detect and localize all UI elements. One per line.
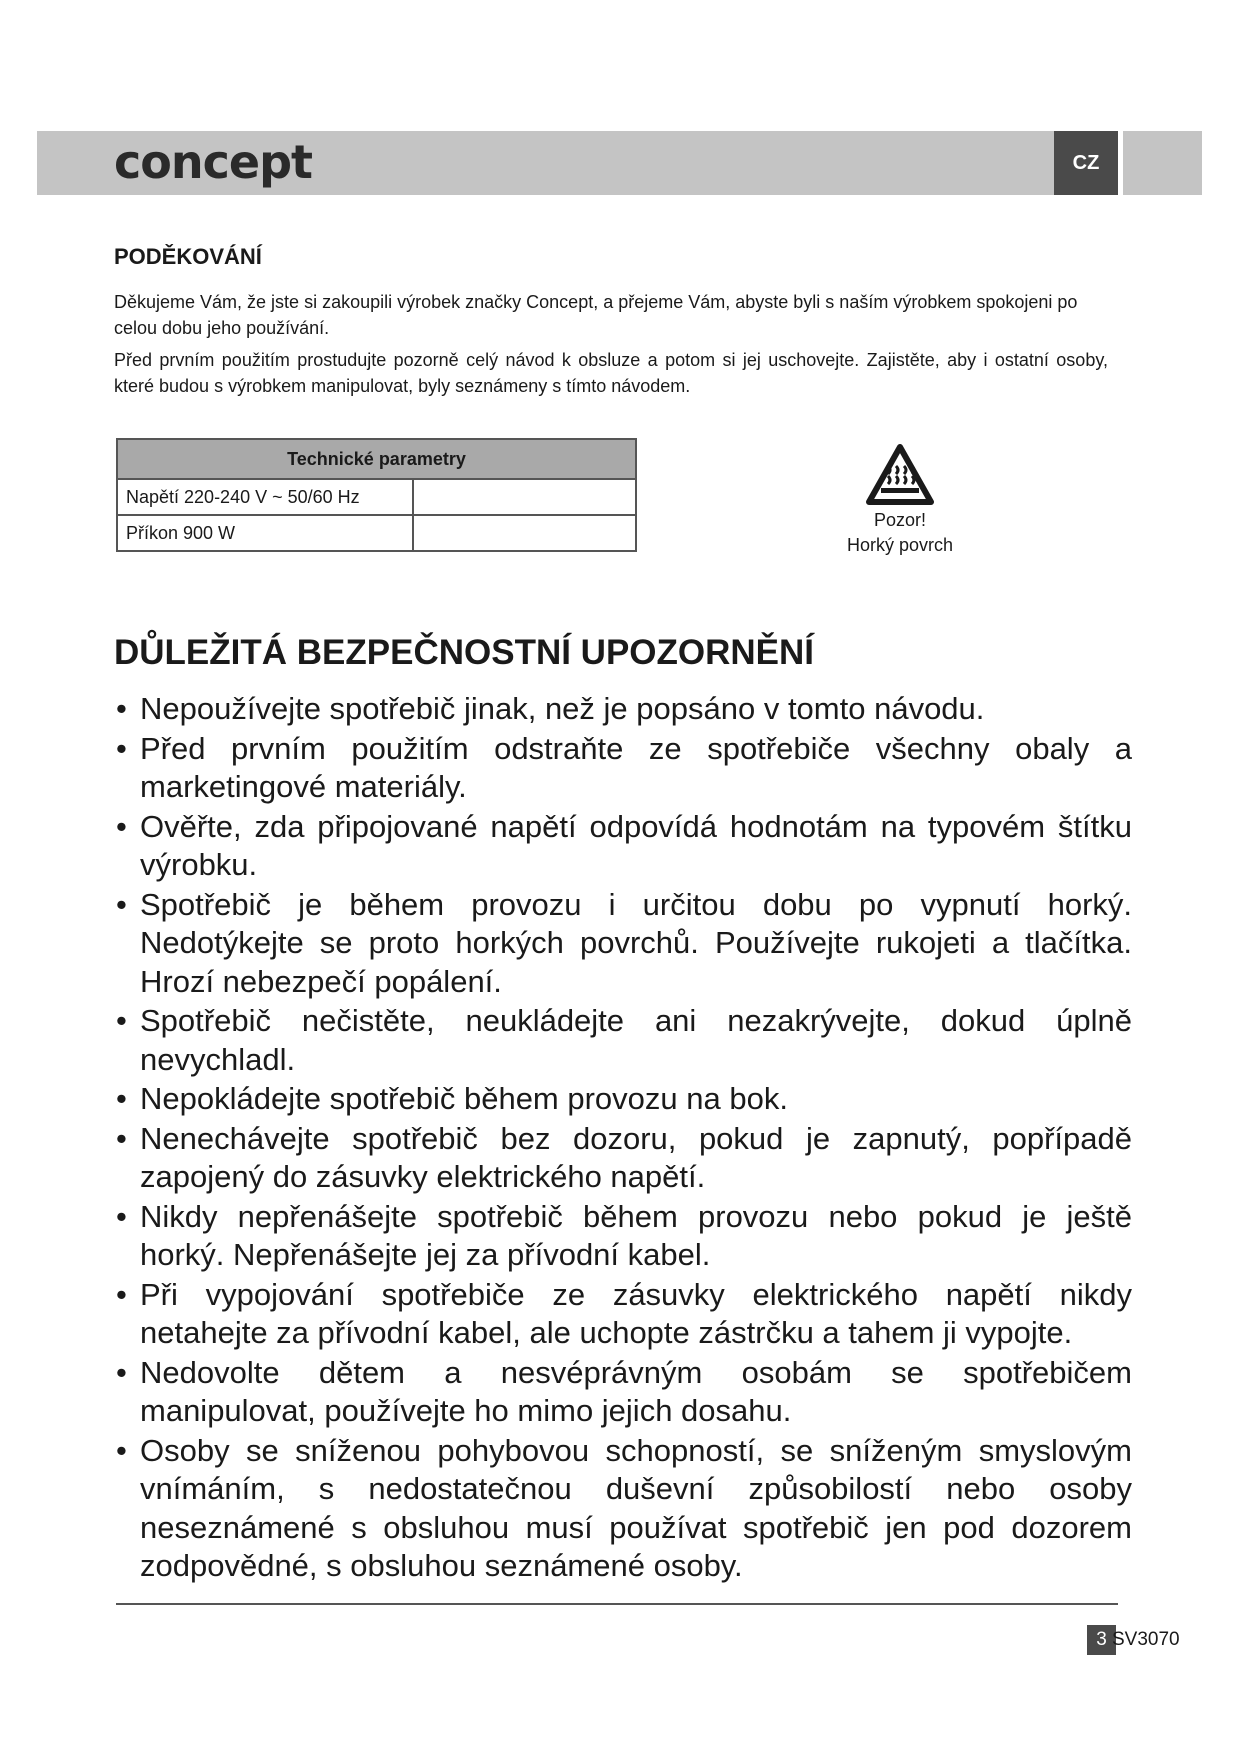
header-divider (1118, 131, 1123, 195)
tech-param-voltage: Napětí 220-240 V ~ 50/60 Hz (117, 479, 413, 515)
list-item: • Nepokládejte spotřebič během provozu na bok. (114, 1080, 1132, 1119)
tech-param-empty-cell (413, 479, 636, 515)
list-item: • Spotřebič nečistěte, neukládejte ani nezakrývejte, dokud úplně nevychladl. (114, 1002, 1132, 1079)
list-item: • Nedovolte dětem a nesvéprávným osobám se spotřebičem manipulovat, používejte ho mimo jejich dosahu. (114, 1354, 1132, 1431)
list-item: • Ověřte, zda připojované napětí odpovídá hodnotám na typovém štítku výrobku. (114, 808, 1132, 885)
table-row (117, 479, 636, 515)
list-item: • Nenechávejte spotřebič bez dozoru, pokud je zapnutý, popřípadě zapojený do zásuvky elektrického napětí. (114, 1120, 1132, 1197)
table-row (117, 515, 636, 551)
list-item: • Spotřebič je během provozu i určitou dobu po vypnutí horký. Nedotýkejte se proto horkých povrchů. Používejte rukojeti a tlačítka. Hrozí nebezpečí popálení. (114, 886, 1132, 1002)
hot-surface-warning (820, 444, 980, 558)
list-item: • Nikdy nepřenášejte spotřebič během provozu nebo pokud je ještě horký. Nepřenášejte jej za přívodní kabel. (114, 1198, 1132, 1275)
list-item: • Nepoužívejte spotřebič jinak, než je popsáno v tomto návodu. (114, 690, 1132, 729)
list-item: • Před prvním použitím odstraňte ze spotřebiče všechny obaly a marketingové materiály. (114, 730, 1132, 807)
list-item: • Při vypojování spotřebiče ze zásuvky elektrického napětí nikdy netahejte za přívodní kabel, ale uchopte zástrčku a tahem ji vypojte. (114, 1276, 1132, 1353)
warning-line-1: Pozor! (873, 510, 927, 530)
warning-line-2: Horký povrch (846, 535, 954, 555)
model-code: SV3070 (1112, 1629, 1180, 1650)
brand-logo: concept (114, 135, 313, 189)
page-number: 3 (1087, 1625, 1116, 1655)
tech-param-power: Příkon 900 W (117, 515, 413, 551)
safety-list (114, 690, 1132, 1587)
language-badge: CZ (1054, 131, 1118, 195)
hot-surface-warning-icon (866, 444, 934, 506)
thanks-paragraph-2: Před prvním použitím prostudujte pozorně celý návod k obsluze a potom si jej uschovejte. Zajistěte, aby i ostatní osoby, které budou s výrobkem manipulovat, byly seznámeny s tímto návodem. (114, 350, 1108, 396)
footer-divider (116, 1603, 1118, 1605)
tech-param-empty-cell (413, 515, 636, 551)
thanks-heading: PODĚKOVÁNÍ (114, 244, 262, 269)
tech-params-table (116, 438, 637, 552)
list-item: • Osoby se sníženou pohybovou schopností, se sníženým smyslovým vnímáním, s nedostatečnou duševní způsobilostí nebo osoby neseznámené s obsluhou musí používat spotřebič jen pod dozorem zodpovědné, s obsluhou seznámené osoby. (114, 1432, 1132, 1586)
tech-params-title: Technické parametry (117, 439, 636, 479)
thanks-paragraph-1: Děkujeme Vám, že jste si zakoupili výrobek značky Concept, a přejeme Vám, abyste byli s naším výrobkem spokojeni po celou dobu jeho používání. (114, 292, 1078, 338)
safety-heading: DŮLEŽITÁ BEZPEČNOSTNÍ UPOZORNĚNÍ (114, 633, 815, 672)
